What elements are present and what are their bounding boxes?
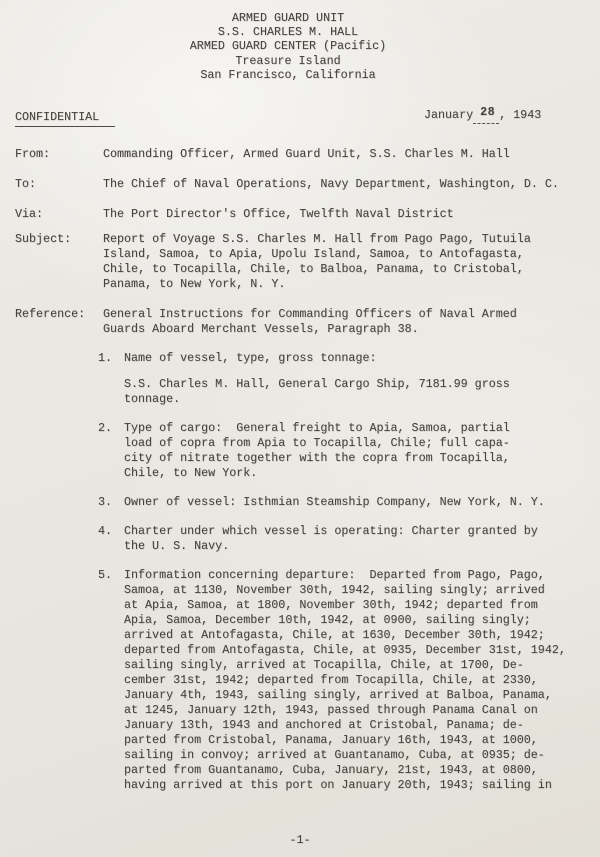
text-line: Chile, to Tocapilla, Chile, to Balboa, Panama, to Cristobal,: [103, 262, 524, 276]
text-line: cember 31st, 1942; departed from Tocapilla, Chile, at 2330,: [124, 673, 538, 687]
field-row: [15, 307, 590, 337]
text-line: Information concerning departure: Departed from Pago, Pago,: [124, 568, 545, 582]
date-day-slot: [473, 105, 499, 124]
text-line: January 13th, 1943 and anchored at Cristobal, Panama; de-: [124, 718, 524, 732]
text-line: The Port Director's Office, Twelfth Naval District: [103, 207, 454, 221]
text-line: Apia, Samoa, December 10th, 1942, at 0900, sailing singly;: [124, 613, 531, 627]
field-label: From:: [15, 147, 51, 161]
text-line: S.S. CHARLES M. HALL: [217, 25, 359, 40]
item-paragraphs: [124, 351, 590, 407]
field-label: Reference:: [15, 307, 86, 321]
item-number: 5.: [98, 568, 113, 582]
numbered-items: [98, 351, 590, 807]
text-line: Panama, to New York, N. Y.: [103, 277, 286, 291]
item-number: 1.: [98, 351, 113, 365]
paragraph: [124, 568, 590, 793]
paragraph: [124, 377, 590, 407]
numbered-item: [98, 421, 590, 481]
field-rows: [15, 147, 590, 352]
text-line: Type of cargo: General freight to Apia, Samoa, partial: [124, 421, 510, 435]
field-lines: [103, 207, 590, 222]
text-line: Island, Samoa, to Apia, Upolu Island, Samoa, to Antofagasta,: [103, 247, 524, 261]
item-number: 3.: [98, 495, 113, 509]
text-line: arrived at Antofagasta, Chile, at 1630, December 30th, 1942;: [124, 628, 545, 642]
text-line: city of nitrate together with the copra from Tocapilla,: [124, 451, 510, 465]
text-line: departed from Antofagasta, Chile, at 0935, December 31st, 1942,: [124, 643, 566, 657]
paragraph: [124, 495, 590, 510]
text-line: ARMED GUARD CENTER (Pacific): [189, 39, 387, 54]
item-paragraphs: [124, 524, 590, 554]
text-line: Report of Voyage S.S. Charles M. Hall from Pago Pago, Tutuila: [103, 232, 531, 246]
item-paragraphs: [124, 421, 590, 481]
field-lines: [103, 232, 590, 292]
numbered-item: [98, 495, 590, 510]
classification-stamp: [15, 110, 115, 127]
text-line: Chile, to New York.: [124, 466, 258, 480]
item-number: 2.: [98, 421, 113, 435]
item-number: 4.: [98, 524, 113, 538]
date-month: January: [424, 108, 474, 122]
field-row: [15, 177, 590, 192]
text-line: Owner of vessel: Isthmian Steamship Company, New York, N. Y.: [124, 495, 545, 509]
paragraph: [124, 524, 590, 554]
text-line: tonnage.: [124, 392, 181, 406]
field-label: Via:: [15, 207, 44, 221]
numbered-item: [98, 524, 590, 554]
text-line: Treasure Island: [235, 53, 341, 68]
text-line: load of copra from Apia to Tocapilla, Chile; full capa-: [124, 436, 510, 450]
text-line: General Instructions for Commanding Officers of Naval Armed: [103, 307, 517, 321]
text-line: Charter under which vessel is operating: Charter granted by: [124, 524, 538, 538]
field-row: [15, 232, 590, 292]
text-line: S.S. Charles M. Hall, General Cargo Ship, 7181.99 gross: [124, 377, 510, 391]
numbered-item: [98, 351, 590, 407]
text-line: having arrived at this port on January 20th, 1943; sailing in: [124, 778, 552, 792]
item-paragraphs: [124, 568, 590, 793]
letterhead: [0, 11, 576, 82]
text-line: parted from Guantanamo, Cuba, January, 21st, 1943, at 0800,: [124, 763, 538, 777]
field-label: To:: [15, 177, 37, 191]
text-line: Name of vessel, type, gross tonnage:: [124, 351, 377, 365]
text-line: January 4th, 1943, sailing singly, arrived at Balboa, Panama,: [124, 688, 552, 702]
text-line: The Chief of Naval Operations, Navy Department, Washington, D. C.: [103, 177, 559, 191]
classification-label: CONFIDENTIAL: [15, 110, 115, 127]
text-line: San Francisco, California: [200, 67, 376, 82]
text-line: Samoa, at 1130, November 30th, 1942, sailing singly; arrived: [124, 583, 545, 597]
text-line: ARMED GUARD UNIT: [231, 11, 345, 25]
text-line: Guards Aboard Merchant Vessels, Paragraph 38.: [103, 322, 419, 336]
text-line: at 1245, January 12th, 1943, passed through Panama Canal on: [124, 703, 538, 717]
item-paragraphs: [124, 495, 590, 510]
numbered-item: [98, 568, 590, 793]
date-year: , 1943: [499, 108, 542, 122]
text-line: sailing in convoy; arrived at Guantanamo, Cuba, at 0935; de-: [124, 748, 545, 762]
date-day: 28: [480, 105, 496, 119]
field-lines: [103, 177, 590, 192]
text-line: parted from Cristobal, Panama, January 16th, 1943, at 1000,: [124, 733, 538, 747]
paragraph: [124, 351, 590, 366]
text-line: sailing singly, arrived at Tocapilla, Chile, at 1700, De-: [124, 658, 524, 672]
field-lines: [103, 307, 590, 337]
field-row: [15, 207, 590, 222]
field-row: [15, 147, 590, 162]
text-line: at Apia, Samoa, at 1800, November 30th, 1942; departed from: [124, 598, 538, 612]
dateline: [424, 105, 542, 124]
field-label: Subject:: [15, 232, 72, 246]
field-lines: [103, 147, 590, 162]
text-line: the U. S. Navy.: [124, 539, 230, 553]
paragraph: [124, 421, 590, 481]
page-number: -1-: [289, 833, 311, 847]
text-line: Commanding Officer, Armed Guard Unit, S.S. Charles M. Hall: [103, 147, 510, 161]
